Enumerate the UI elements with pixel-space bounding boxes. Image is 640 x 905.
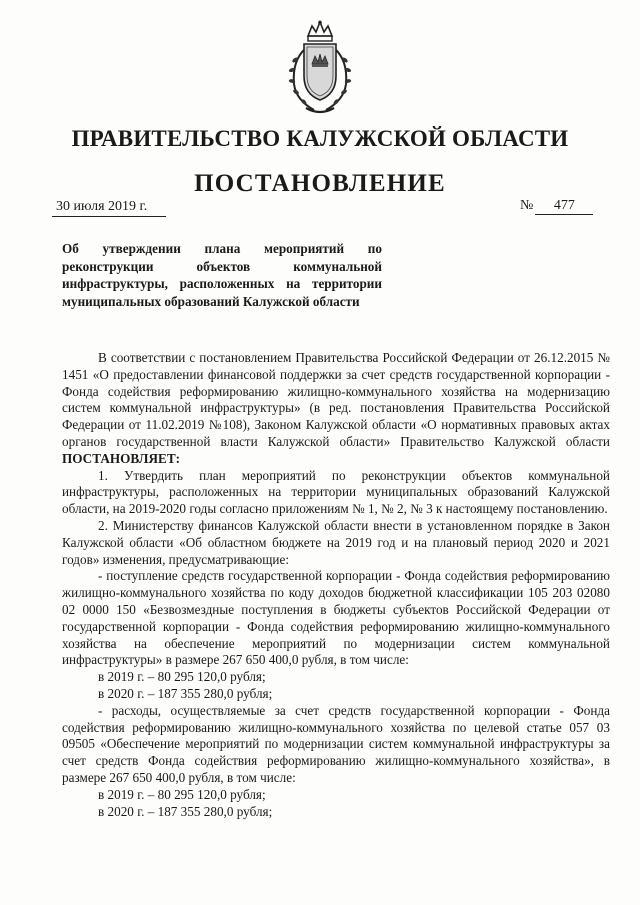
preamble-text: В соответствии с постановлением Правительства Российской Федерации от 26.12.2015 № 1451 «О предоставлении финансовой поддержки за счет средств государственной корпорации - Фонда содействия реформированию жилищно-коммунального хозяйства на модернизацию систем коммунальной инфраструктуры» (в ред. постановления Правительства Российской Федерации от 11.02.2019 №108), Законом Калужской области «О нормативных правовых актах органов государственной власти Калужской области» Правительство Калужской области — [62, 350, 610, 449]
document-subject — [62, 240, 382, 310]
subject-line: Об утверждении плана мероприятий по — [62, 241, 382, 256]
resolves-keyword: ПОСТАНОВЛЯЕТ: — [62, 450, 181, 466]
expenses-2020-line: в 2020 г. – 187 355 280,0 рубля; — [98, 803, 273, 819]
subject-line: муниципальных образований Калужской области — [62, 293, 360, 309]
number-label: № — [520, 198, 534, 213]
expenses-paragraph: - расходы, осуществляемые за счет средств государственной корпорации - Фонда содействия реформированию жилищно-коммунального хозяйства по целевой статье 057 03 09505 «Обеспечение мероприятий по модернизации систем коммунальной инфраструктуры за счет средств Фонда содействия реформированию жилищно-коммунального хозяйства», в размере 267 650 400,0 рубля, в том числе: — [62, 702, 610, 785]
document-number — [520, 198, 593, 215]
government-name: ПРАВИТЕЛЬСТВО КАЛУЖСКОЙ ОБЛАСТИ — [71, 126, 569, 151]
expenses-2019-line: в 2019 г. – 80 295 120,0 рубля; — [98, 786, 266, 802]
item-2-paragraph: 2. Министерству финансов Калужской области внести в установленном порядке в Закон Калужской области «Об областном бюджете на 2019 год и на плановый период 2020 и 2021 годов» изменения, предусматривающие: — [62, 517, 610, 567]
coat-of-arms-icon — [284, 20, 356, 118]
document-type: ПОСТАНОВЛЕНИЕ — [194, 170, 446, 197]
income-2020-line: в 2020 г. – 187 355 280,0 рубля; — [98, 685, 273, 701]
item-1-paragraph: 1. Утвердить план мероприятий по реконструкции объектов коммунальной инфраструктуры, расположенных на территории муниципальных образований Калужской области, на 2019-2020 годы согласно приложениям № 1, № 2, № 3 к настоящему постановлению. — [62, 467, 610, 517]
document-body — [62, 350, 610, 820]
income-paragraph: - поступление средств государственной корпорации - Фонда содействия реформированию жилищно-коммунального хозяйства по коду доходов бюджетной классификации 105 203 02080 02 0000 150 «Безвозмездные поступления в бюджеты субъектов Российской Федерации от государственной корпорации - Фонда содействия реформированию жилищно-коммунального хозяйства на обеспечение мероприятий по модернизации систем коммунальной инфраструктуры» в размере 267 650 400,0 рубля, в том числе: — [62, 568, 610, 668]
subject-line: реконструкции объектов коммунальной — [62, 258, 382, 274]
income-2019-line: в 2019 г. – 80 295 120,0 рубля; — [98, 669, 266, 685]
number-value: 477 — [535, 198, 593, 215]
document-date: 30 июля 2019 г. — [52, 199, 166, 217]
preamble-paragraph — [62, 350, 610, 468]
subject-line: инфраструктуры, расположенных на территории — [62, 276, 382, 291]
